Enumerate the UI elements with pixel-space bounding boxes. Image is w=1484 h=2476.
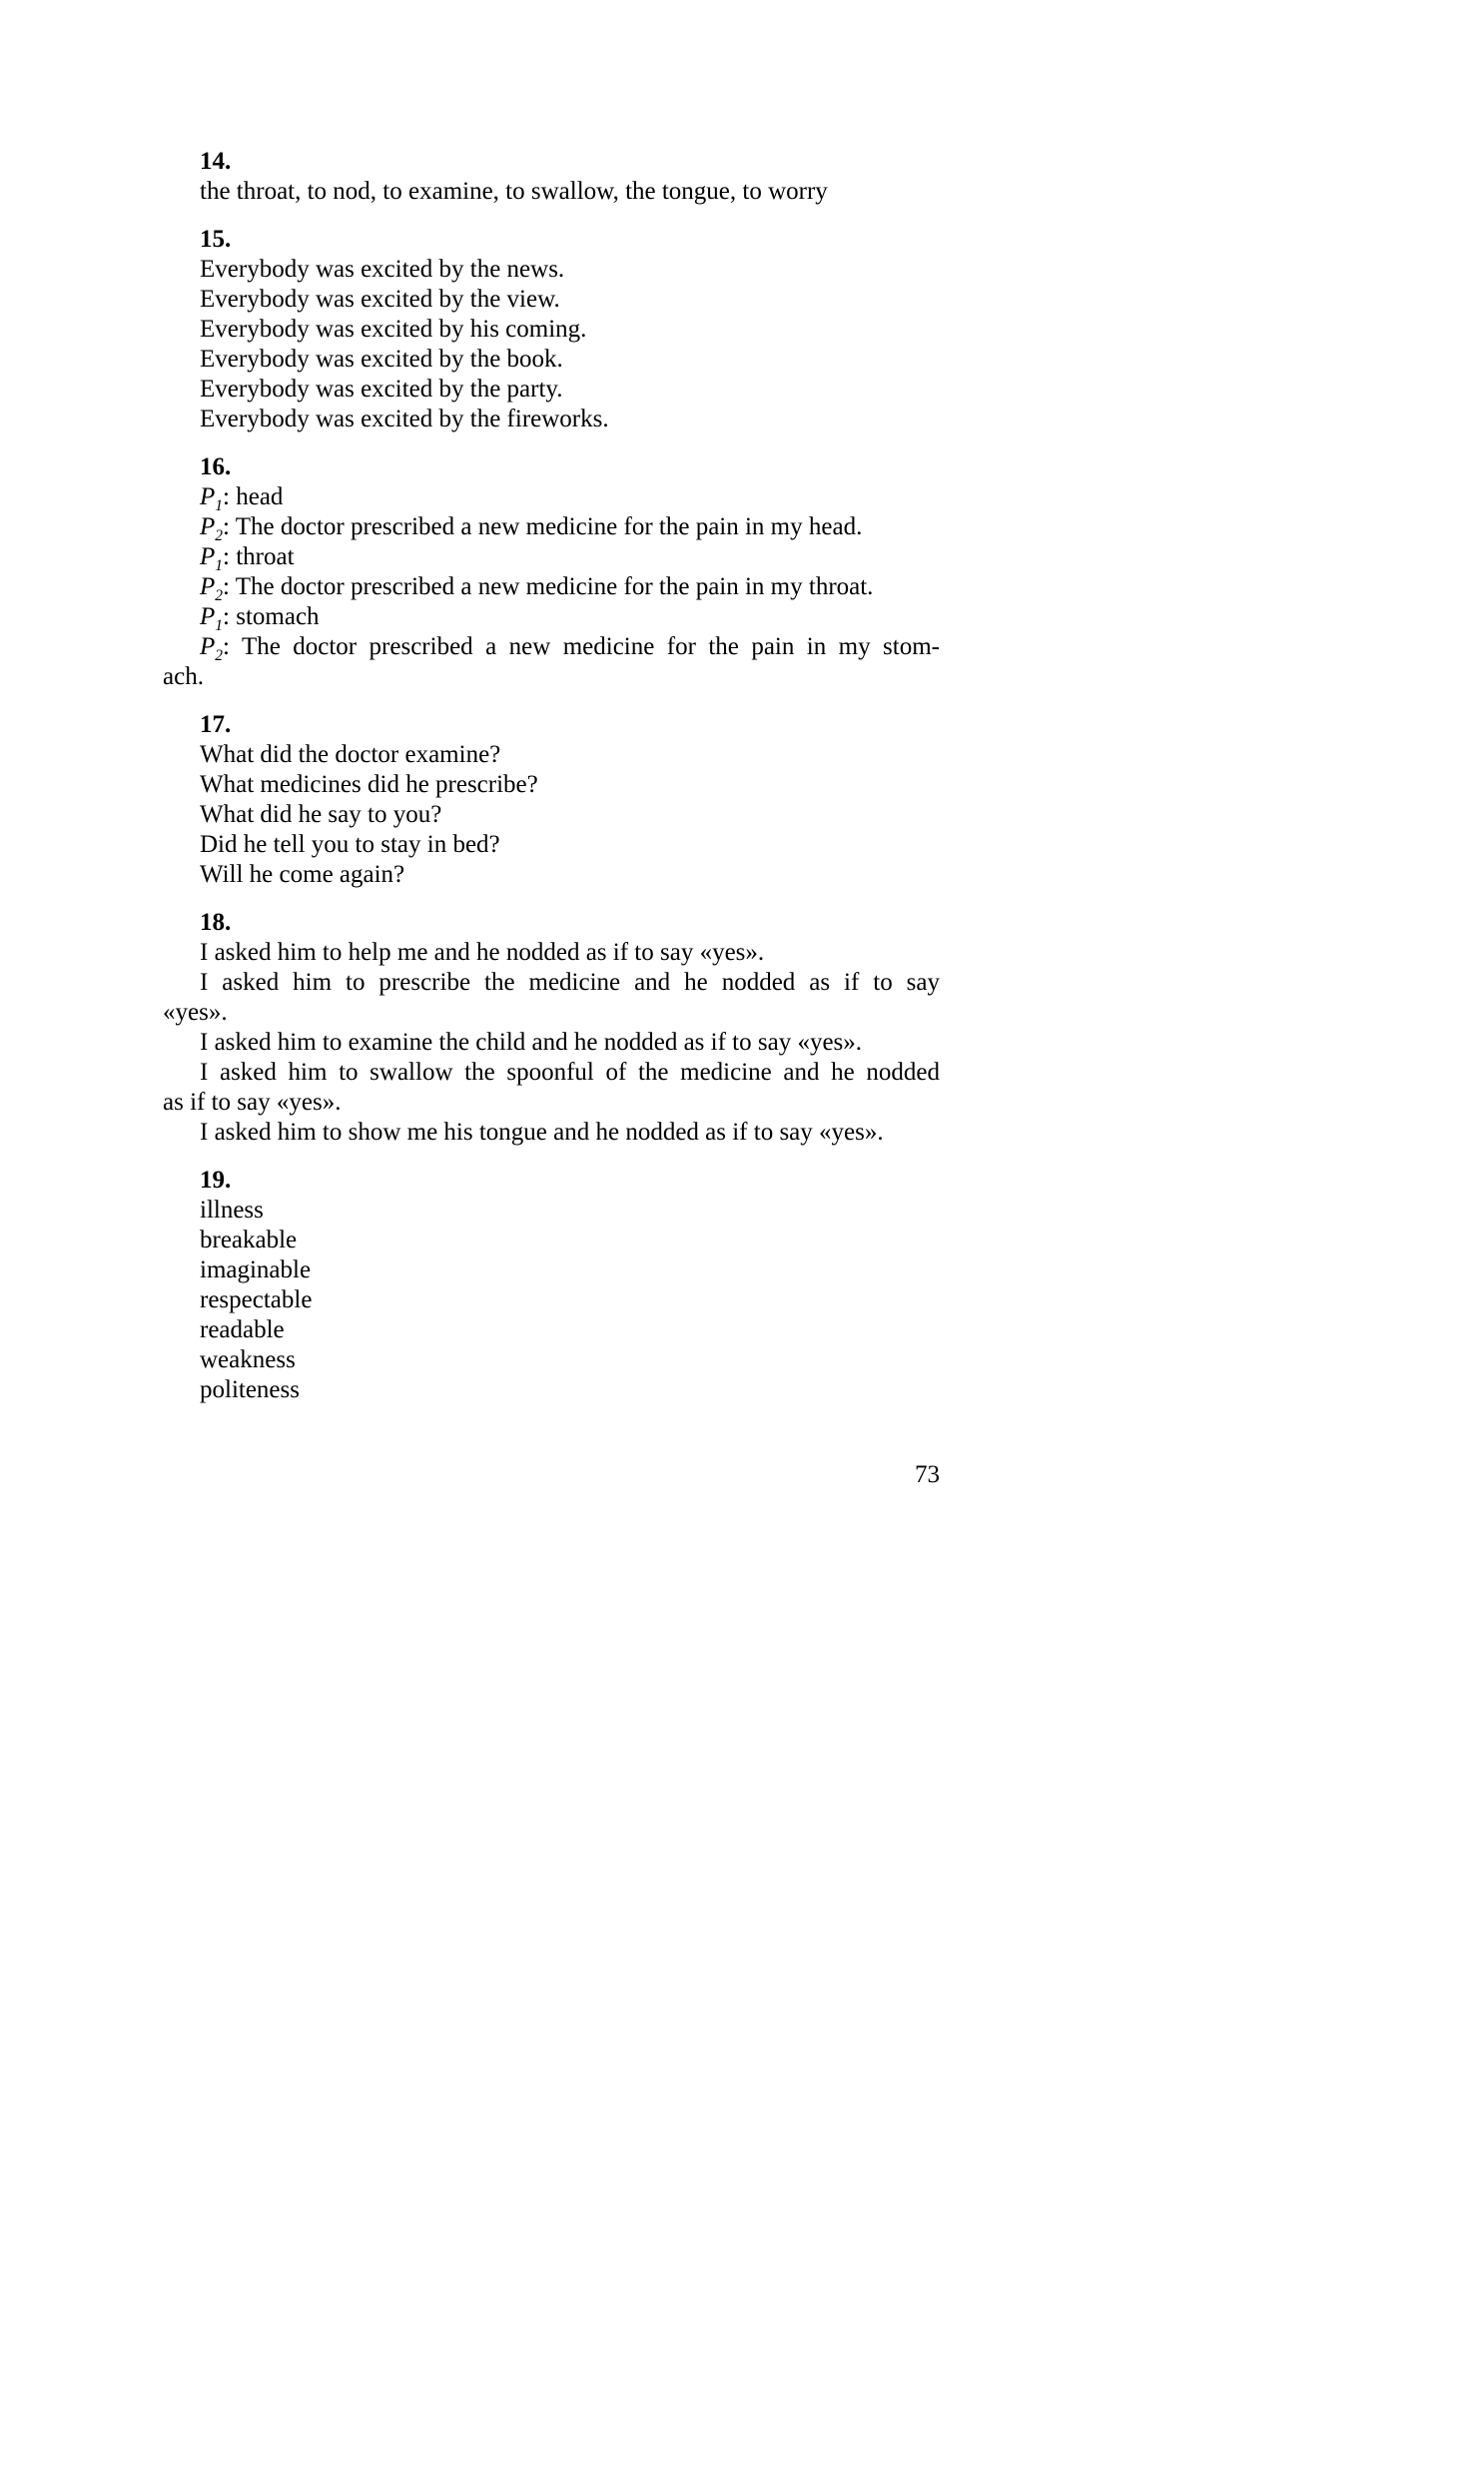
exercise-list [163,147,940,1405]
text-line: readable [200,1316,285,1343]
text-line: Did he tell you to stay in bed? [200,831,500,858]
text-line: weakness [200,1346,296,1373]
text-line: What did the doctor examine? [200,741,501,768]
text-line: $P_1$: head [200,483,284,514]
text-line: Everybody was excited by the news. [200,256,565,283]
text-line: Everybody was excited by the view. [200,286,560,313]
text-line: I asked him to help me and he nodded as if to say «yes». [200,939,765,966]
section-number-18: 18. [200,909,232,936]
text-line: I asked him to prescribe the medicine and he nodded as if to say [200,969,940,996]
text-line: Everybody was excited by the party. [200,376,563,403]
text-line: $P_2$: The doctor prescribed a new medicine for the pain in my throat. [200,573,874,604]
speaker-variable: $P_1$ [200,543,224,574]
speaker-variable: $P_1$ [200,483,224,514]
section-number-14: 14. [200,148,232,175]
text-line: What did he say to you? [200,801,442,828]
section-number-19: 19. [200,1167,232,1194]
text-line: $P_1$: throat [200,543,295,574]
text-line: as if to say «yes». [163,1089,342,1116]
text-line: respectable [200,1286,313,1313]
text-line: What medicines did he prescribe? [200,771,538,798]
text-line: breakable [200,1227,298,1253]
page-number: 73 [915,1461,940,1488]
text-line: $P_2$: The doctor prescribed a new medicine for the pain in my head. [200,513,863,544]
text-line: politeness [200,1376,300,1403]
text-line: the throat, to nod, to examine, to swallow, the tongue, to worry [200,178,828,205]
speaker-variable: $P_1$ [200,603,224,634]
text-line: illness [200,1197,264,1224]
text-line: Everybody was excited by the fireworks. [200,406,609,432]
text-line: imaginable [200,1256,312,1283]
section-number-16: 16. [200,453,232,480]
section-number-15: 15. [200,226,232,253]
text-line: $P_1$: stomach [200,603,320,634]
text-line: I asked him to show me his tongue and he nodded as if to say «yes». [200,1119,884,1146]
text-line: $P_2$: The doctor prescribed a new medicine for the pain in my stom- [200,633,940,664]
speaker-variable: $P_2$ [200,633,224,664]
text-line: Everybody was excited by his coming. [200,316,587,343]
text-line: I asked him to examine the child and he nodded as if to say «yes». [200,1029,863,1056]
speaker-variable: $P_2$ [200,513,224,544]
text-line: Everybody was excited by the book. [200,346,563,373]
text-line: I asked him to swallow the spoonful of the medicine and he nodded [200,1059,940,1086]
text-line: Will he come again? [200,861,405,888]
text-line: ach. [163,663,204,690]
section-number-17: 17. [200,711,232,738]
speaker-variable: $P_2$ [200,573,224,604]
text-line: «yes». [163,999,228,1026]
